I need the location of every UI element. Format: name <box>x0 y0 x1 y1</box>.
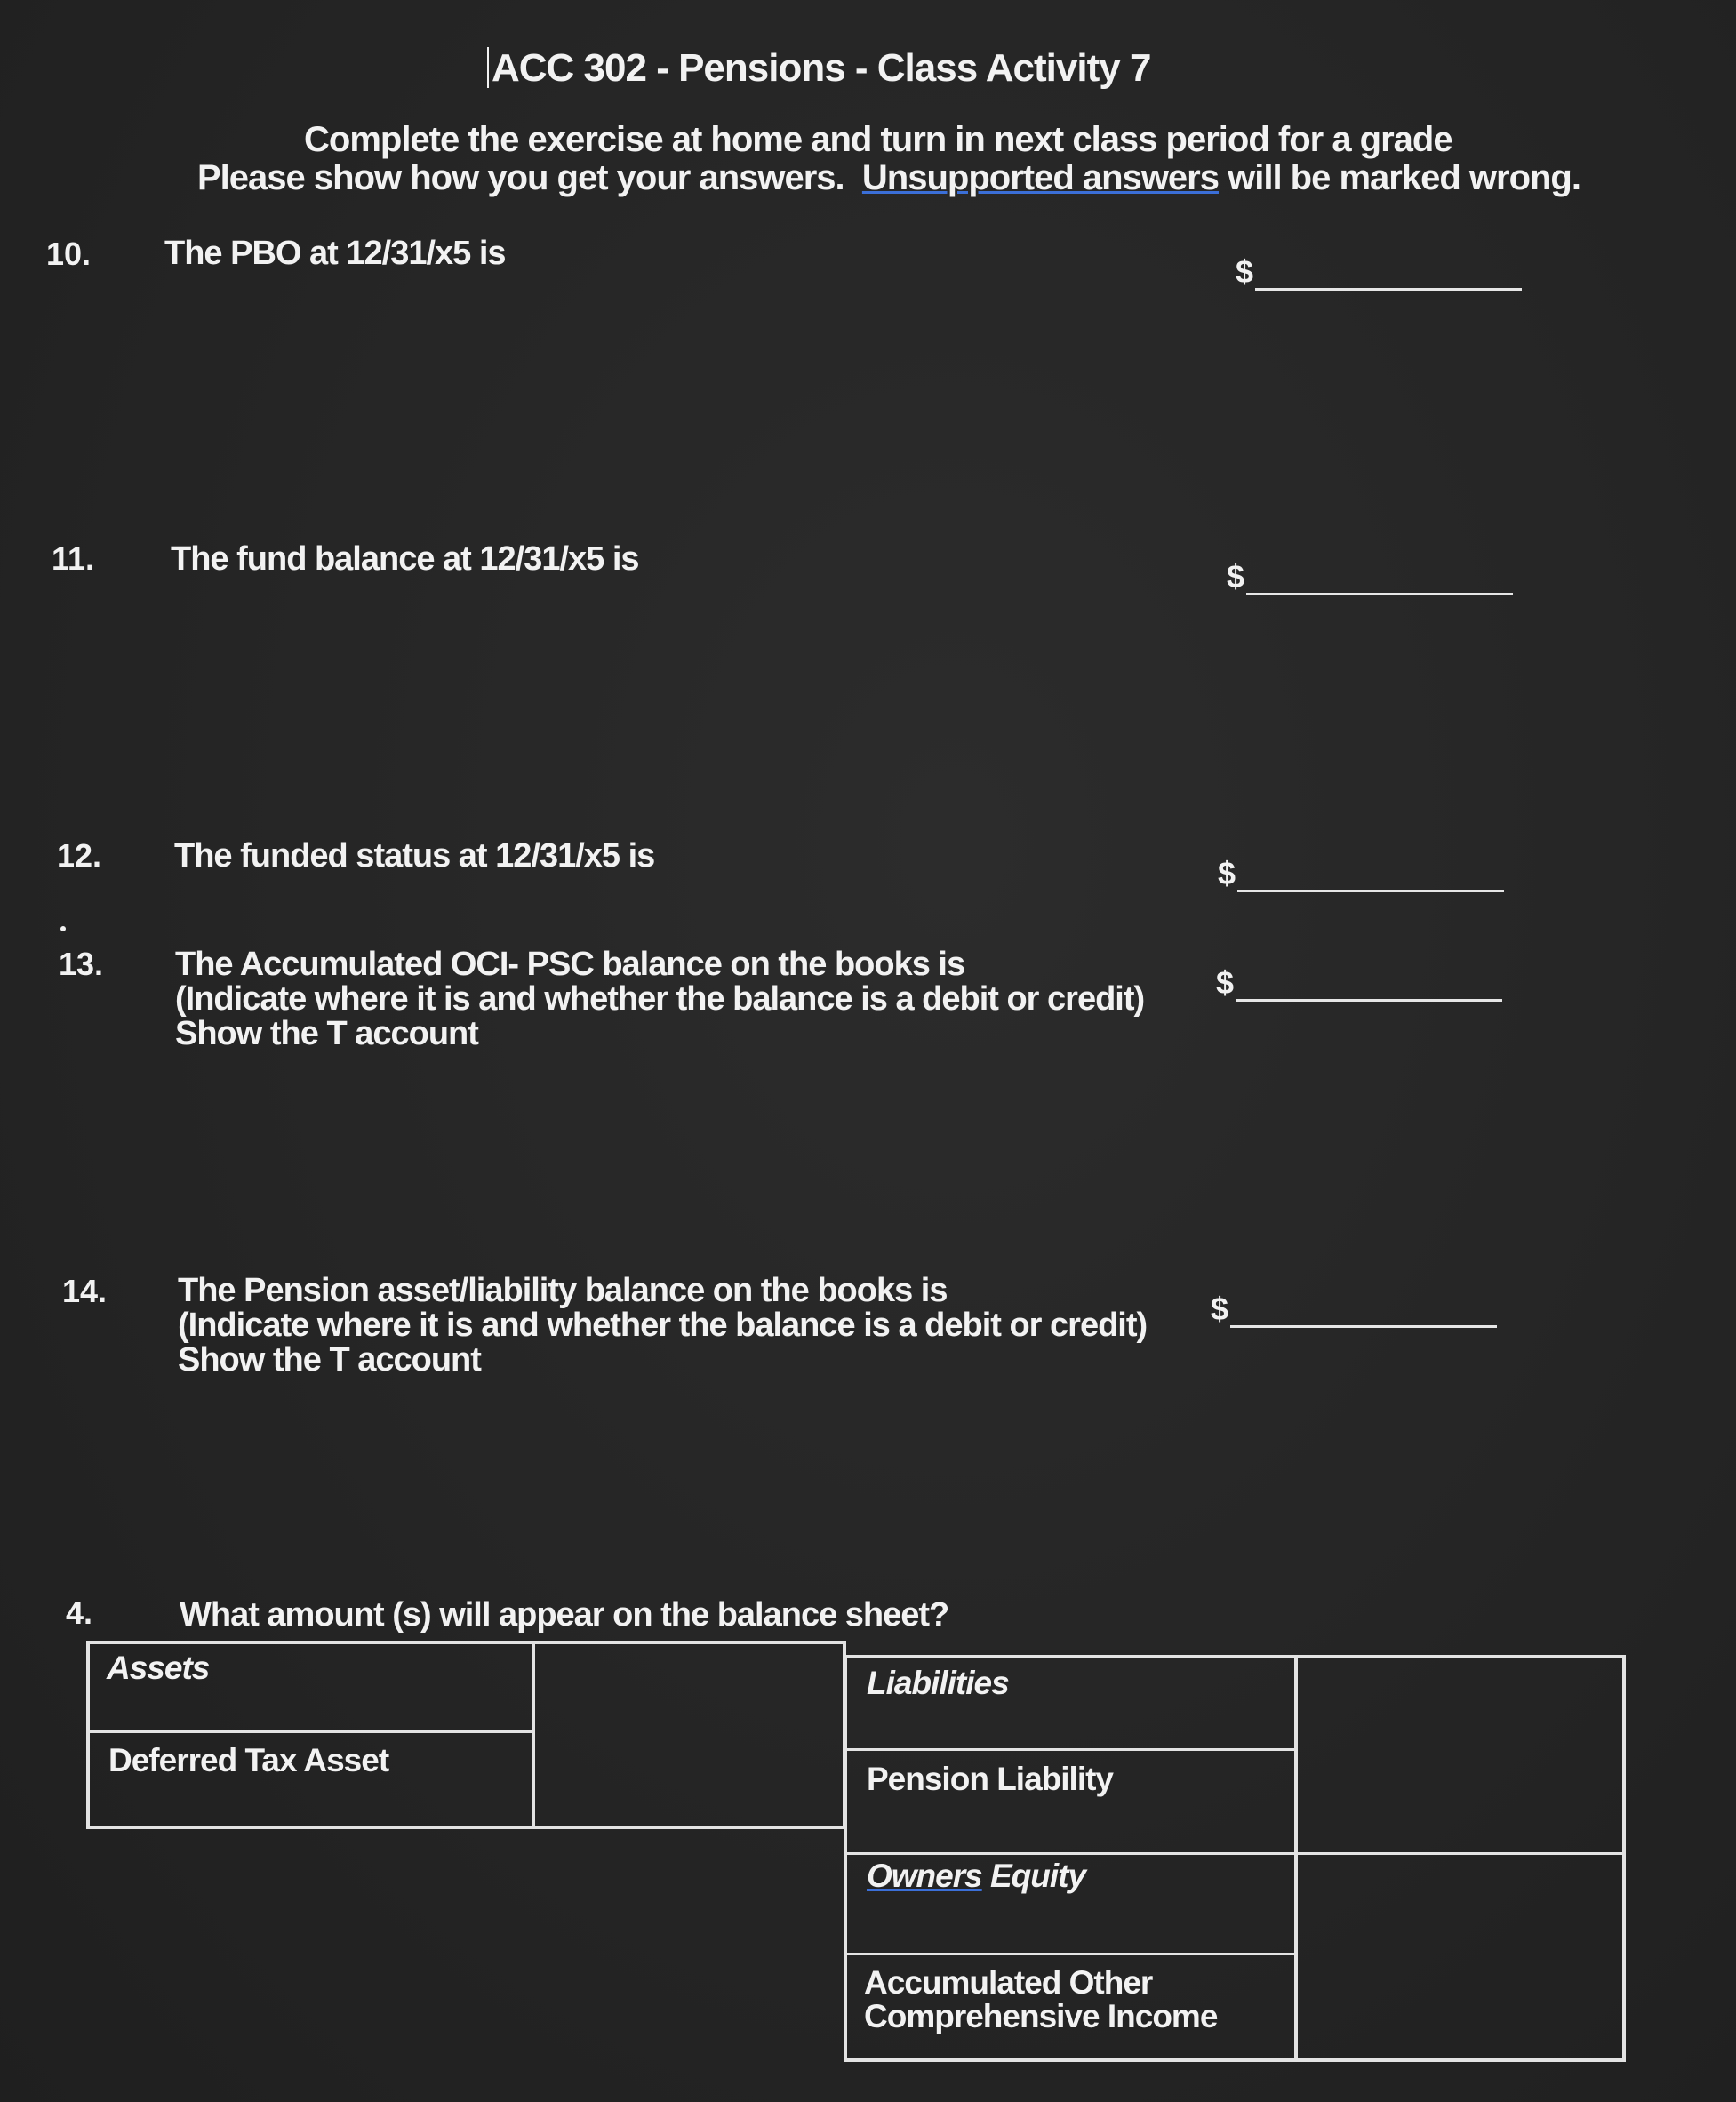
row-divider <box>844 1953 1297 1955</box>
column-divider <box>1294 1655 1298 2062</box>
question-text <box>178 1274 1147 1378</box>
question-number: 11. <box>52 540 95 577</box>
question-number: 4. <box>66 1594 93 1631</box>
answer-blank[interactable] <box>1227 558 1513 595</box>
question-number: 13. <box>59 946 104 982</box>
question-line: (Indicate where it is and whether the balance is a debit or credit) <box>178 1307 1148 1344</box>
answer-line <box>1230 1299 1497 1328</box>
question-line: (Indicate where it is and whether the balance is a debit or credit) <box>175 980 1145 1018</box>
balance-sheet-question: What amount (s) will appear on the balance sheet? <box>180 1596 949 1634</box>
dollar-sign: $ <box>1216 964 1235 1001</box>
dollar-sign: $ <box>1211 1291 1229 1327</box>
answer-line <box>1246 566 1513 595</box>
dollar-sign: $ <box>1236 253 1254 290</box>
unsupported-answers-link[interactable]: Unsupported answers <box>861 158 1219 197</box>
dollar-sign: $ <box>1218 855 1236 891</box>
pension-liability-label: Pension Liability <box>867 1761 1113 1797</box>
instruction-line-1: Complete the exercise at home and turn in next class period for a grade <box>304 120 1452 159</box>
question-line: Show the T account <box>178 1341 481 1379</box>
question-line: The Pension asset/liability balance on the books is <box>178 1272 948 1309</box>
question-number: 12. <box>57 837 102 874</box>
section-divider <box>844 1852 1626 1855</box>
instruction-line-2: Please show how you get your answers. Unsupported answers will be marked wrong. <box>197 158 1580 197</box>
owners-equity-header: Owners Equity <box>867 1858 1086 1894</box>
aoci-label: Accumulated Other Comprehensive Income <box>864 1964 1218 2034</box>
dollar-sign: $ <box>1227 558 1245 595</box>
question-text <box>175 947 1144 1051</box>
page-title: ACC 302 - Pensions - Class Activity 7 <box>487 46 1150 91</box>
assets-header: Assets <box>107 1650 210 1686</box>
question-text: The fund balance at 12/31/x5 is <box>171 540 639 578</box>
deferred-tax-asset-label: Deferred Tax Asset <box>108 1742 389 1778</box>
answer-line <box>1237 863 1504 892</box>
stray-dot <box>60 926 66 931</box>
column-divider <box>532 1641 535 1829</box>
answer-line <box>1236 972 1502 1002</box>
question-number: 10. <box>46 236 92 272</box>
answer-blank[interactable] <box>1236 253 1522 291</box>
answer-line <box>1255 261 1522 291</box>
row-divider <box>844 1748 1297 1751</box>
answer-blank[interactable] <box>1218 855 1504 892</box>
answer-blank[interactable] <box>1211 1291 1497 1328</box>
question-text: The funded status at 12/31/x5 is <box>174 837 655 875</box>
row-divider <box>86 1730 534 1733</box>
liabilities-header: Liabilities <box>867 1665 1009 1701</box>
question-text: The PBO at 12/31/x5 is <box>164 235 506 272</box>
question-line: The Accumulated OCI- PSC balance on the books is <box>175 946 965 983</box>
text-cursor <box>487 47 489 88</box>
answer-blank[interactable] <box>1216 964 1502 1002</box>
question-number: 14. <box>62 1273 108 1309</box>
question-line: Show the T account <box>175 1015 478 1052</box>
